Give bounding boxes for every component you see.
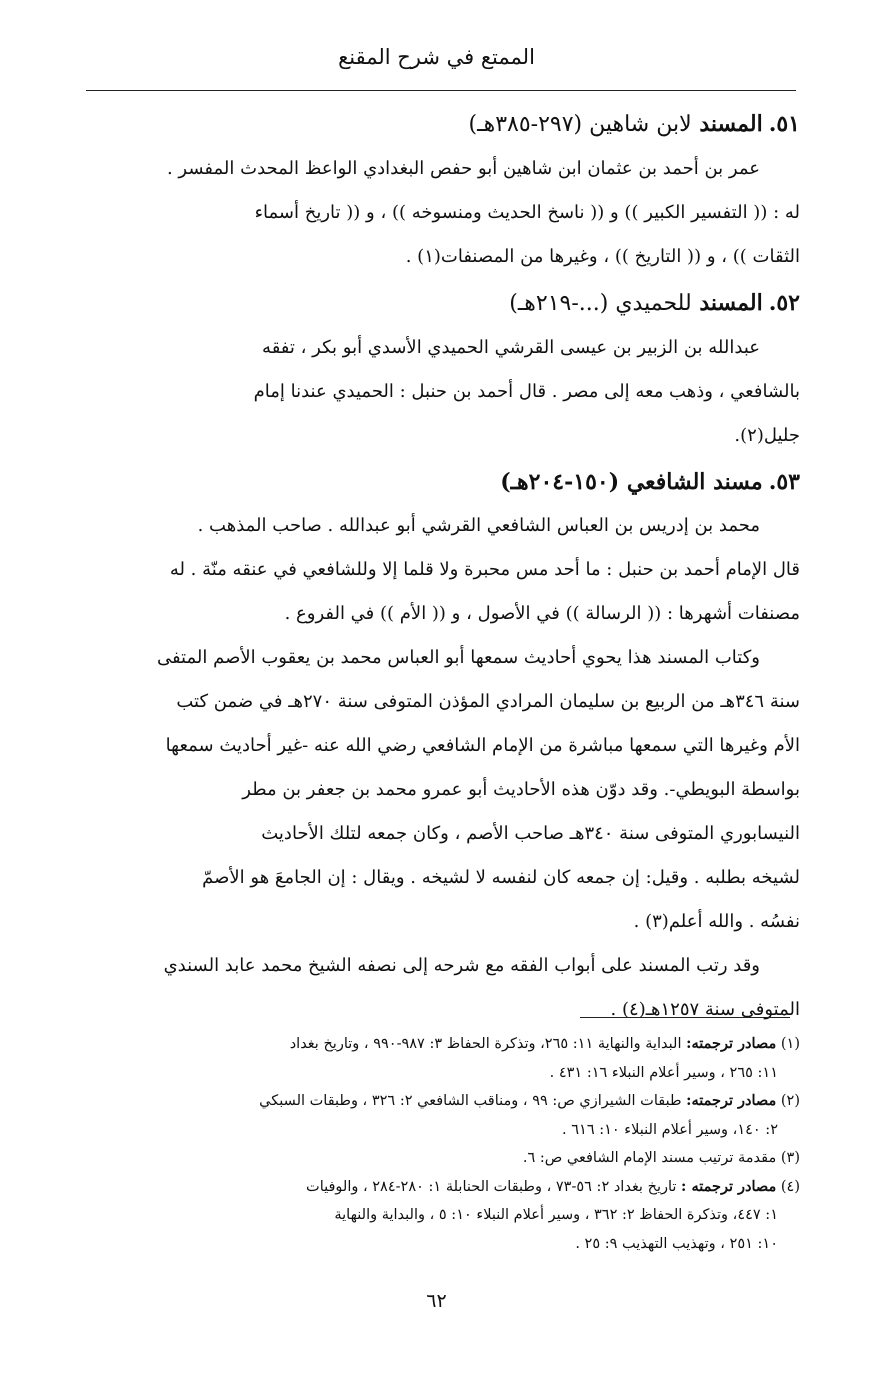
footnote-line (70, 1030, 800, 1059)
header-divider (86, 90, 796, 91)
entry-title-bold: مسند الشافعي (626, 469, 763, 495)
footnote-label: مصادر ترجمته : (681, 1177, 777, 1195)
text-line: له : (( التفسير الكبير )) و (( ناسخ الحديث ومنسوخه )) ، و (( تاريخ أسماء (254, 202, 800, 223)
footnote-1 (70, 1030, 800, 1087)
paragraph (70, 504, 800, 636)
text-line: محمد بن إدريس بن العباس الشافعي القرشي أبو عبدالله . صاحب المذهب . (197, 515, 760, 536)
text-line: نفسُه . والله أعلم(٣) . (633, 911, 800, 932)
footnote-marker: (١) (780, 1036, 800, 1052)
text-line: وقد رتب المسند على أبواب الفقه مع شرحه إلى نصفه الشيخ محمد عابد السندي (163, 955, 760, 976)
footnote-label: مصادر ترجمته: (686, 1092, 777, 1109)
text-line: بواسطة البويطي-. وقد دوّن هذه الأحاديث أبو عمرو محمد بن جعفر بن مطر (242, 779, 800, 800)
text-line: الثقات )) ، و (( التاريخ )) ، وغيرها من المصنفات(١) . (405, 246, 800, 267)
footnote-text: تاريخ بغداد ٢: ٥٦-٧٣ ، وطبقات الحنابلة ١: ٢٨٠-٢٨٤ ، والوفيات (306, 1178, 677, 1195)
entry-53 (70, 460, 800, 1032)
entry-title (70, 102, 800, 147)
text-line: الأم وغيرها التي سمعها مباشرة من الإمام الشافعي رضي الله عنه -غير أحاديث سمعها (165, 735, 800, 756)
paragraph (70, 944, 800, 1032)
running-header: الممتع في شرح المقنع (338, 45, 535, 69)
entry-title-rest: لابن شاهين (٢٩٧-٣٨٥هـ) (468, 112, 692, 137)
footnote-marker: (٤) (780, 1178, 800, 1195)
entry-51 (70, 102, 800, 279)
footnote-line: ١: ٤٤٧، وتذكرة الحفاظ ٢: ٣٦٢ ، وسير أعلام النبلاء ١٠: ٥ ، والبداية والنهاية (334, 1207, 778, 1223)
footnote-marker: (٣) (780, 1150, 800, 1166)
footnote-text: مقدمة ترتيب مسند الإمام الشافعي ص: ٦. (522, 1150, 777, 1166)
entry-number: ٥٣. (768, 469, 800, 495)
text-line: مصنفات أشهرها : (( الرسالة )) في الأصول ، و (( الأم )) في الفروع . (284, 603, 800, 624)
text-line: جليل(٢). (734, 425, 800, 446)
entry-number: ٥١. (768, 111, 800, 137)
text-line: وكتاب المسند هذا يحوي أحاديث سمعها أبو العباس محمد بن يعقوب الأصم المتفى (156, 647, 760, 668)
main-text (70, 100, 800, 1032)
text-line: المتوفى سنة ١٢٥٧هـ(٤) . (610, 999, 800, 1020)
paragraph (70, 326, 800, 458)
footnote-text: البداية والنهاية ١١: ٢٦٥، وتذكرة الحفاظ ٣: ٩٨٧-٩٩٠ ، وتاريخ بغداد (289, 1036, 682, 1052)
text-line: النيسابوري المتوفى سنة ٣٤٠هـ صاحب الأصم ، وكان جمعه لتلك الأحاديث (261, 823, 800, 844)
footnote-divider (580, 1017, 790, 1018)
footnote-line (70, 1087, 800, 1116)
footnote-line: ١٠: ٢٥١ ، وتهذيب التهذيب ٩: ٢٥ . (575, 1235, 778, 1252)
text-line: عمر بن أحمد بن عثمان ابن شاهين أبو حفص البغدادي الواعظ المحدث المفسر . (166, 158, 760, 179)
footnote-2 (70, 1087, 800, 1144)
entry-title-bold: المسند (699, 290, 763, 316)
footnote-line (70, 1144, 800, 1173)
text-line: بالشافعي ، وذهب معه إلى مصر . قال أحمد بن حنبل : الحميدي عندنا إمام (253, 381, 800, 402)
entry-title-rest: (١٥٠-٢٠٤هـ) (500, 469, 620, 495)
paragraph (70, 147, 800, 279)
footnotes (70, 1030, 800, 1258)
footnote-line: ١١: ٢٦٥ ، وسير أعلام النبلاء ١٦: ٤٣١ . (549, 1064, 778, 1081)
text-line: عبدالله بن الزبير بن عيسى القرشي الحميدي الأسدي أبو بكر ، تفقه (262, 337, 760, 358)
entry-title (70, 460, 800, 504)
entry-52 (70, 281, 800, 458)
footnote-3 (70, 1144, 800, 1173)
footnote-4 (70, 1173, 800, 1259)
footnote-line: ٢: ١٤٠، وسير أعلام النبلاء ١٠: ٦١٦ . (562, 1121, 778, 1138)
text-line: لشيخه بطلبه . وقيل: إن جمعه كان لنفسه لا لشيخه . ويقال : إن الجامعَ هو الأصمّ (202, 867, 800, 888)
paragraph (70, 636, 800, 944)
entry-title-bold: المسند (699, 111, 763, 137)
entry-title (70, 281, 800, 326)
footnote-line (70, 1173, 800, 1202)
entry-title-rest: للحميدي (...-٢١٩هـ) (509, 291, 692, 316)
text-line: قال الإمام أحمد بن حنبل : ما أحد مس محبرة ولا قلما إلا وللشافعي في عنقه منّة . له (169, 559, 800, 580)
footnote-marker: (٢) (780, 1093, 800, 1109)
entry-number: ٥٢. (768, 290, 800, 316)
text-line: سنة ٣٤٦هـ من الربيع بن سليمان المرادي المؤذن المتوفى سنة ٢٧٠هـ في ضمن كتب (176, 691, 800, 712)
page-number: ٦٢ (426, 1290, 447, 1312)
footnote-label: مصادر ترجمته: (686, 1035, 777, 1052)
footnote-text: طبقات الشيرازي ص: ٩٩ ، ومناقب الشافعي ٢: ٣٢٦ ، وطبقات السبكي (259, 1093, 682, 1109)
